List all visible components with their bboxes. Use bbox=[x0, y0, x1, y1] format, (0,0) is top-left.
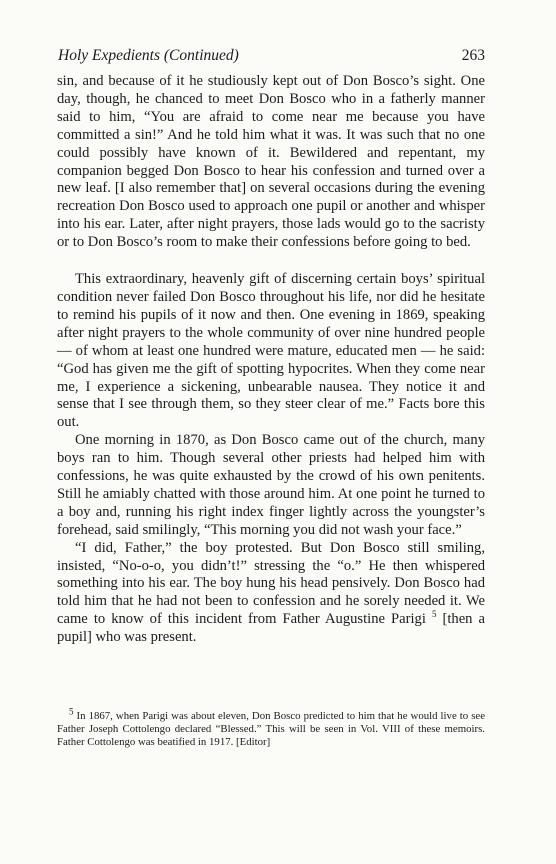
paragraph-boy-protested-end: [then a pupil] who was present. bbox=[57, 611, 485, 646]
running-title: Holy Expedients (Continued) bbox=[58, 47, 239, 64]
paragraph-boy-protested bbox=[57, 540, 485, 647]
footnote-reference: 5 bbox=[431, 609, 437, 620]
footnote-marker: 5 bbox=[69, 706, 74, 717]
paragraph-gift-discernment: This extraordinary, heavenly gift of discerning certain boys’ spiritual condition never failed Don Bosco throughout his life, nor did he hesitate to remind his pupils of it now and then. One evening in 1869, speaking after night prayers to the whole community of over nine hundred people — of whom at least one hundred were mature, educated men — he said: “God has given me the gift of spotting hypocrites. When they come near me, I experience a sickening, unbearable nausea. They notice it and sense that I see through them, so they steer clear of me.” Facts bore this out. bbox=[57, 271, 485, 431]
footnote-text: In 1867, when Parigi was about eleven, Don Bosco predicted to him that he would live to see Father Joseph Cottolengo declared “Blessed.” This will be seen in Vol. VIII of these memoirs. Father Cottolengo was beatified in 1917. [Editor] bbox=[57, 710, 485, 748]
page-header bbox=[58, 47, 485, 69]
paragraph-continuation: sin, and because of it he studiously kept out of Don Bosco’s sight. One day, though, he chanced to meet Don Bosco who in a fatherly manner said to him, “You are afraid to come near me because you have committed a sin!” And he told him what it was. It was such that no one could possibly have known of it. Bewildered and repentant, my companion begged Don Bosco to hear his confession and turned over a new leaf. [I also remember that] on several occasions during the evening recreation Don Bosco used to approach one pupil or another and whisper into his ear. Later, after night prayers, those lads would go to the sacristy or to Don Bosco’s room to make their confessions before going to bed. bbox=[57, 73, 485, 251]
body-text bbox=[57, 73, 485, 647]
page-number: 263 bbox=[461, 47, 485, 64]
footnote bbox=[57, 706, 485, 749]
paragraph-boy-protested-text: “I did, Father,” the boy protested. But Don Bosco still smiling, insisted, “No-o-o, you didn’t!” stressing the “o.” He then whispered something into his ear. The boy hung his head pensively. Don Bosco had told him that he had not been to confession and he sorely needed it. We came to know of this incident from Father Augustine Parigi bbox=[57, 539, 485, 628]
paragraph-morning-1870: One morning in 1870, as Don Bosco came out of the church, many boys ran to him. Though several other priests had helped him with confessions, he was quite exhausted by the crowd of his own penitents. Still he amiably chatted with those around him. At one point he turned to a boy and, running his right index finger lightly across the youngster’s forehead, said smilingly, “This morning you did not wash your face.” bbox=[57, 432, 485, 538]
